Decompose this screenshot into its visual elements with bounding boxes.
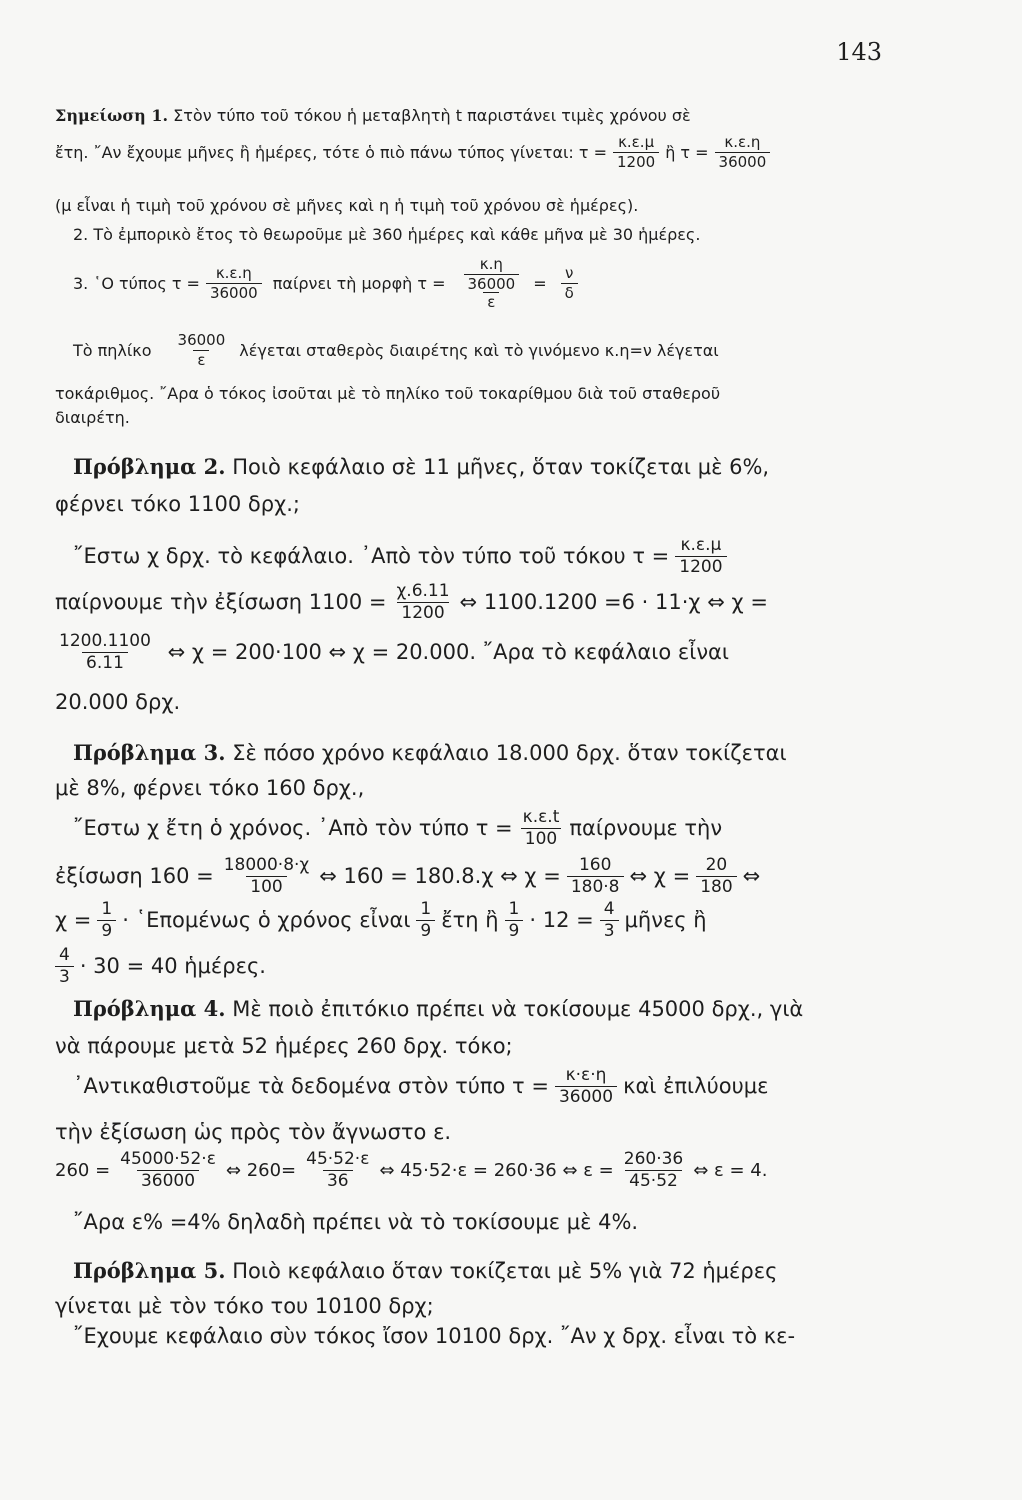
problem-4-line-3 [55,1066,908,1106]
problem-4-line-2: νὰ πάρουμε μετὰ 52 ἡμέρες 260 δρχ. τόκο; [55,1034,513,1058]
fraction: $\frac{\kappa.\varepsilon.\eta}{36000}$ [206,265,262,301]
problem-text: 260 = [55,1159,111,1181]
problem-3-line-5 [55,900,890,940]
problem-2-line-1 [55,454,908,479]
problem-text: ⇔ [742,864,761,889]
problem-text: μῆνες ἢ [624,908,707,933]
problem-text: ⇔ 160 = 180.8.χ ⇔ χ = [319,864,561,889]
problem-text: ⇔ ε = 4. [693,1159,768,1181]
problem-text: ⇔ χ = 200·100 ⇔ χ = 20.000. ῎Αρα τὸ κεφάλαιο εἶναι [167,640,730,665]
fraction: $\frac{160}{180\cdot 8}$ [567,856,624,896]
problem-text: παίρνουμε τὴν ἐξίσωση 1100 = [55,590,387,615]
fraction: $\frac{\kappa\cdot\varepsilon\cdot\eta}{36000}$ [555,1066,617,1106]
problem-2-line-3 [55,536,908,576]
fraction: 1200.1100 6.11 [59,631,151,673]
problem-3-line-3 [55,808,908,848]
problem-text: Ποιὸ κεφάλαιο ὅταν τοκίζεται μὲ 5% γιὰ 72 ἡμέρες [232,1258,778,1283]
compound-fraction: κ.η 36000 ε [464,256,520,311]
fraction: $\frac{45\cdot 52\cdot\varepsilon}{36}$ [306,1149,370,1191]
problem-text: ἐξίσωση 160 = [55,864,214,889]
note-text: λέγεται σταθερὸς διαιρέτης καὶ τὸ γινόμενο κ.η=ν λέγεται [239,340,719,360]
note-line-7: τοκάριθμος. ῎Αρα ὁ τόκος ἰσοῦται μὲ τὸ πηλίκο τοῦ τοκαρίθμου διὰ τοῦ σταθεροῦ [55,384,721,403]
problem-2-line-5 [55,632,890,672]
problem-text: ⇔ 45·52·ε = 260·36 ⇔ ε = [379,1159,614,1181]
note-line-3: (μ εἶναι ἡ τιμὴ τοῦ χρόνου σὲ μῆνες καὶ η ἡ τιμὴ τοῦ χρόνου σὲ ἡμέρες). [55,196,639,215]
fraction: $\frac{\kappa.\varepsilon.t}{100}$ [522,807,560,849]
note-line-1 [55,106,890,125]
problem-text: ⇔ χ = [629,864,691,889]
problem-text: · 12 = [529,908,594,933]
problem-3-line-1 [55,740,908,765]
fraction: 36000 ε [177,331,226,369]
note-text: ἢ τ = [665,142,709,162]
problem-4-line-4: τὴν ἐξίσωση ὡς πρὸς τὸν ἄγνωστο ε. [55,1120,452,1144]
fraction: $\frac{1}{9}$ [97,900,116,940]
fraction: $\frac{\chi.6.11}{1200}$ [396,581,450,623]
problem-text: ἔτη ἢ [441,908,499,933]
note-heading: Σημείωση 1. [55,106,169,125]
note-line-2 [55,134,890,170]
problem-5-heading: Πρόβλημα 5. [73,1258,226,1283]
problem-5-line-1 [55,1258,908,1283]
fraction: $\frac{\kappa.\varepsilon.\mu}{1200}$ [613,134,659,170]
note-text: παίρνει τὴ μορφὴ τ = [272,273,446,293]
problem-text: Σὲ πόσο χρόνο κεφάλαιο 18.000 δρχ. ὅταν τοκίζεται [232,740,787,765]
fraction: 1 9 [416,900,435,940]
problem-text: ⇔ 260= [225,1159,297,1181]
problem-text: καὶ ἐπιλύουμε [623,1074,769,1099]
problem-4-heading: Πρόβλημα 4. [73,996,226,1021]
note-line-5 [55,256,908,311]
note-text: ἔτη. ῎Αν ἔχουμε μῆνες ἢ ἡμέρες, τότε ὁ πιὸ πάνω τύπος γίνεται: τ = [55,142,607,162]
problem-text: · 30 = 40 ἡμέρες. [79,954,266,979]
note-line-4: 2. Τὸ ἐμπορικὸ ἔτος τὸ θεωροῦμε μὲ 360 ἡμέρες καὶ κάθε μῆνα μὲ 30 ἡμέρες. [73,225,701,244]
fraction: $\frac{4}{3}$ [600,900,619,940]
problem-text: χ = [55,908,92,933]
problem-text: παίρνουμε τὴν [569,816,723,841]
problem-2-heading: Πρόβλημα 2. [73,454,226,479]
problem-5-line-2: γίνεται μὲ τὸν τόκο του 10100 δρχ; [55,1294,434,1318]
note-text: 3. ῾Ο τύπος τ = [73,273,200,293]
note-text: Τὸ πηλίκο [73,340,152,360]
fraction: $\frac{\kappa.\varepsilon.\mu}{1200}$ [675,536,726,576]
problem-text: ᾿Αντικαθιστοῦμε τὰ δεδομένα στὸν τύπο τ = [73,1074,549,1099]
problem-text: ⇔ 1100.1200 =6 · 11·χ ⇔ χ = [459,590,768,615]
fraction: $\frac{260\cdot 36}{45\cdot 52}$ [623,1149,684,1191]
problem-4-line-1 [55,996,908,1021]
problem-2-line-2: φέρνει τόκο 1100 δρχ.; [55,492,300,516]
problem-3-line-4 [55,856,890,896]
problem-2-line-6: 20.000 δρχ. [55,690,181,714]
problem-text: Ποιὸ κεφάλαιο σὲ 11 μῆνες, ὅταν τοκίζεται μὲ 6%, [232,454,770,479]
problem-4-line-6: ῎Αρα ε% =4% δηλαδὴ πρέπει νὰ τὸ τοκίσουμε μὲ 4%. [73,1210,639,1234]
note-text: Στὸν τύπο τοῦ τόκου ἡ μεταβλητὴ t παριστάνει τιμὲς χρόνου σὲ [173,106,691,125]
note-line-6 [55,332,908,368]
fraction: $\frac{\nu}{\delta}$ [561,265,578,301]
problem-4-line-5 [55,1150,890,1190]
note-text: = [533,273,547,293]
problem-2-line-4 [55,582,890,622]
problem-3-line-2: μὲ 8%, φέρνει τόκο 160 δρχ., [55,776,365,800]
fraction: $\frac{18000\cdot 8\cdot\chi}{100}$ [223,855,310,897]
page-number: 143 [836,38,882,66]
fraction: $\frac{45000\cdot 52\cdot\varepsilon}{36000}$ [120,1149,216,1191]
problem-3-heading: Πρόβλημα 3. [73,740,226,765]
fraction: 4 3 [55,946,74,986]
fraction: $\frac{\kappa.\varepsilon.\eta}{36000}$ [715,134,771,170]
problem-text: ῎Εστω χ δρχ. τὸ κεφάλαιο. ᾿Απὸ τὸν τύπο τοῦ τόκου τ = [73,544,670,569]
problem-5-line-3: ῎Εχουμε κεφάλαιο σὺν τόκος ἴσον 10100 δρχ. ῎Αν χ δρχ. εἶναι τὸ κε- [73,1324,796,1348]
fraction: 1 9 [505,900,524,940]
note-line-8: διαιρέτη. [55,408,130,427]
fraction: $\frac{20}{180}$ [696,856,736,896]
problem-text: Μὲ ποιὸ ἐπιτόκιο πρέπει νὰ τοκίσουμε 45000 δρχ., γιὰ [232,996,804,1021]
problem-3-line-6 [55,946,890,986]
problem-text: ῎Εστω χ ἔτη ὁ χρόνος. ᾿Απὸ τὸν τύπο τ = [73,816,513,841]
problem-text: · ῾Επομένως ὁ χρόνος εἶναι [122,908,411,933]
